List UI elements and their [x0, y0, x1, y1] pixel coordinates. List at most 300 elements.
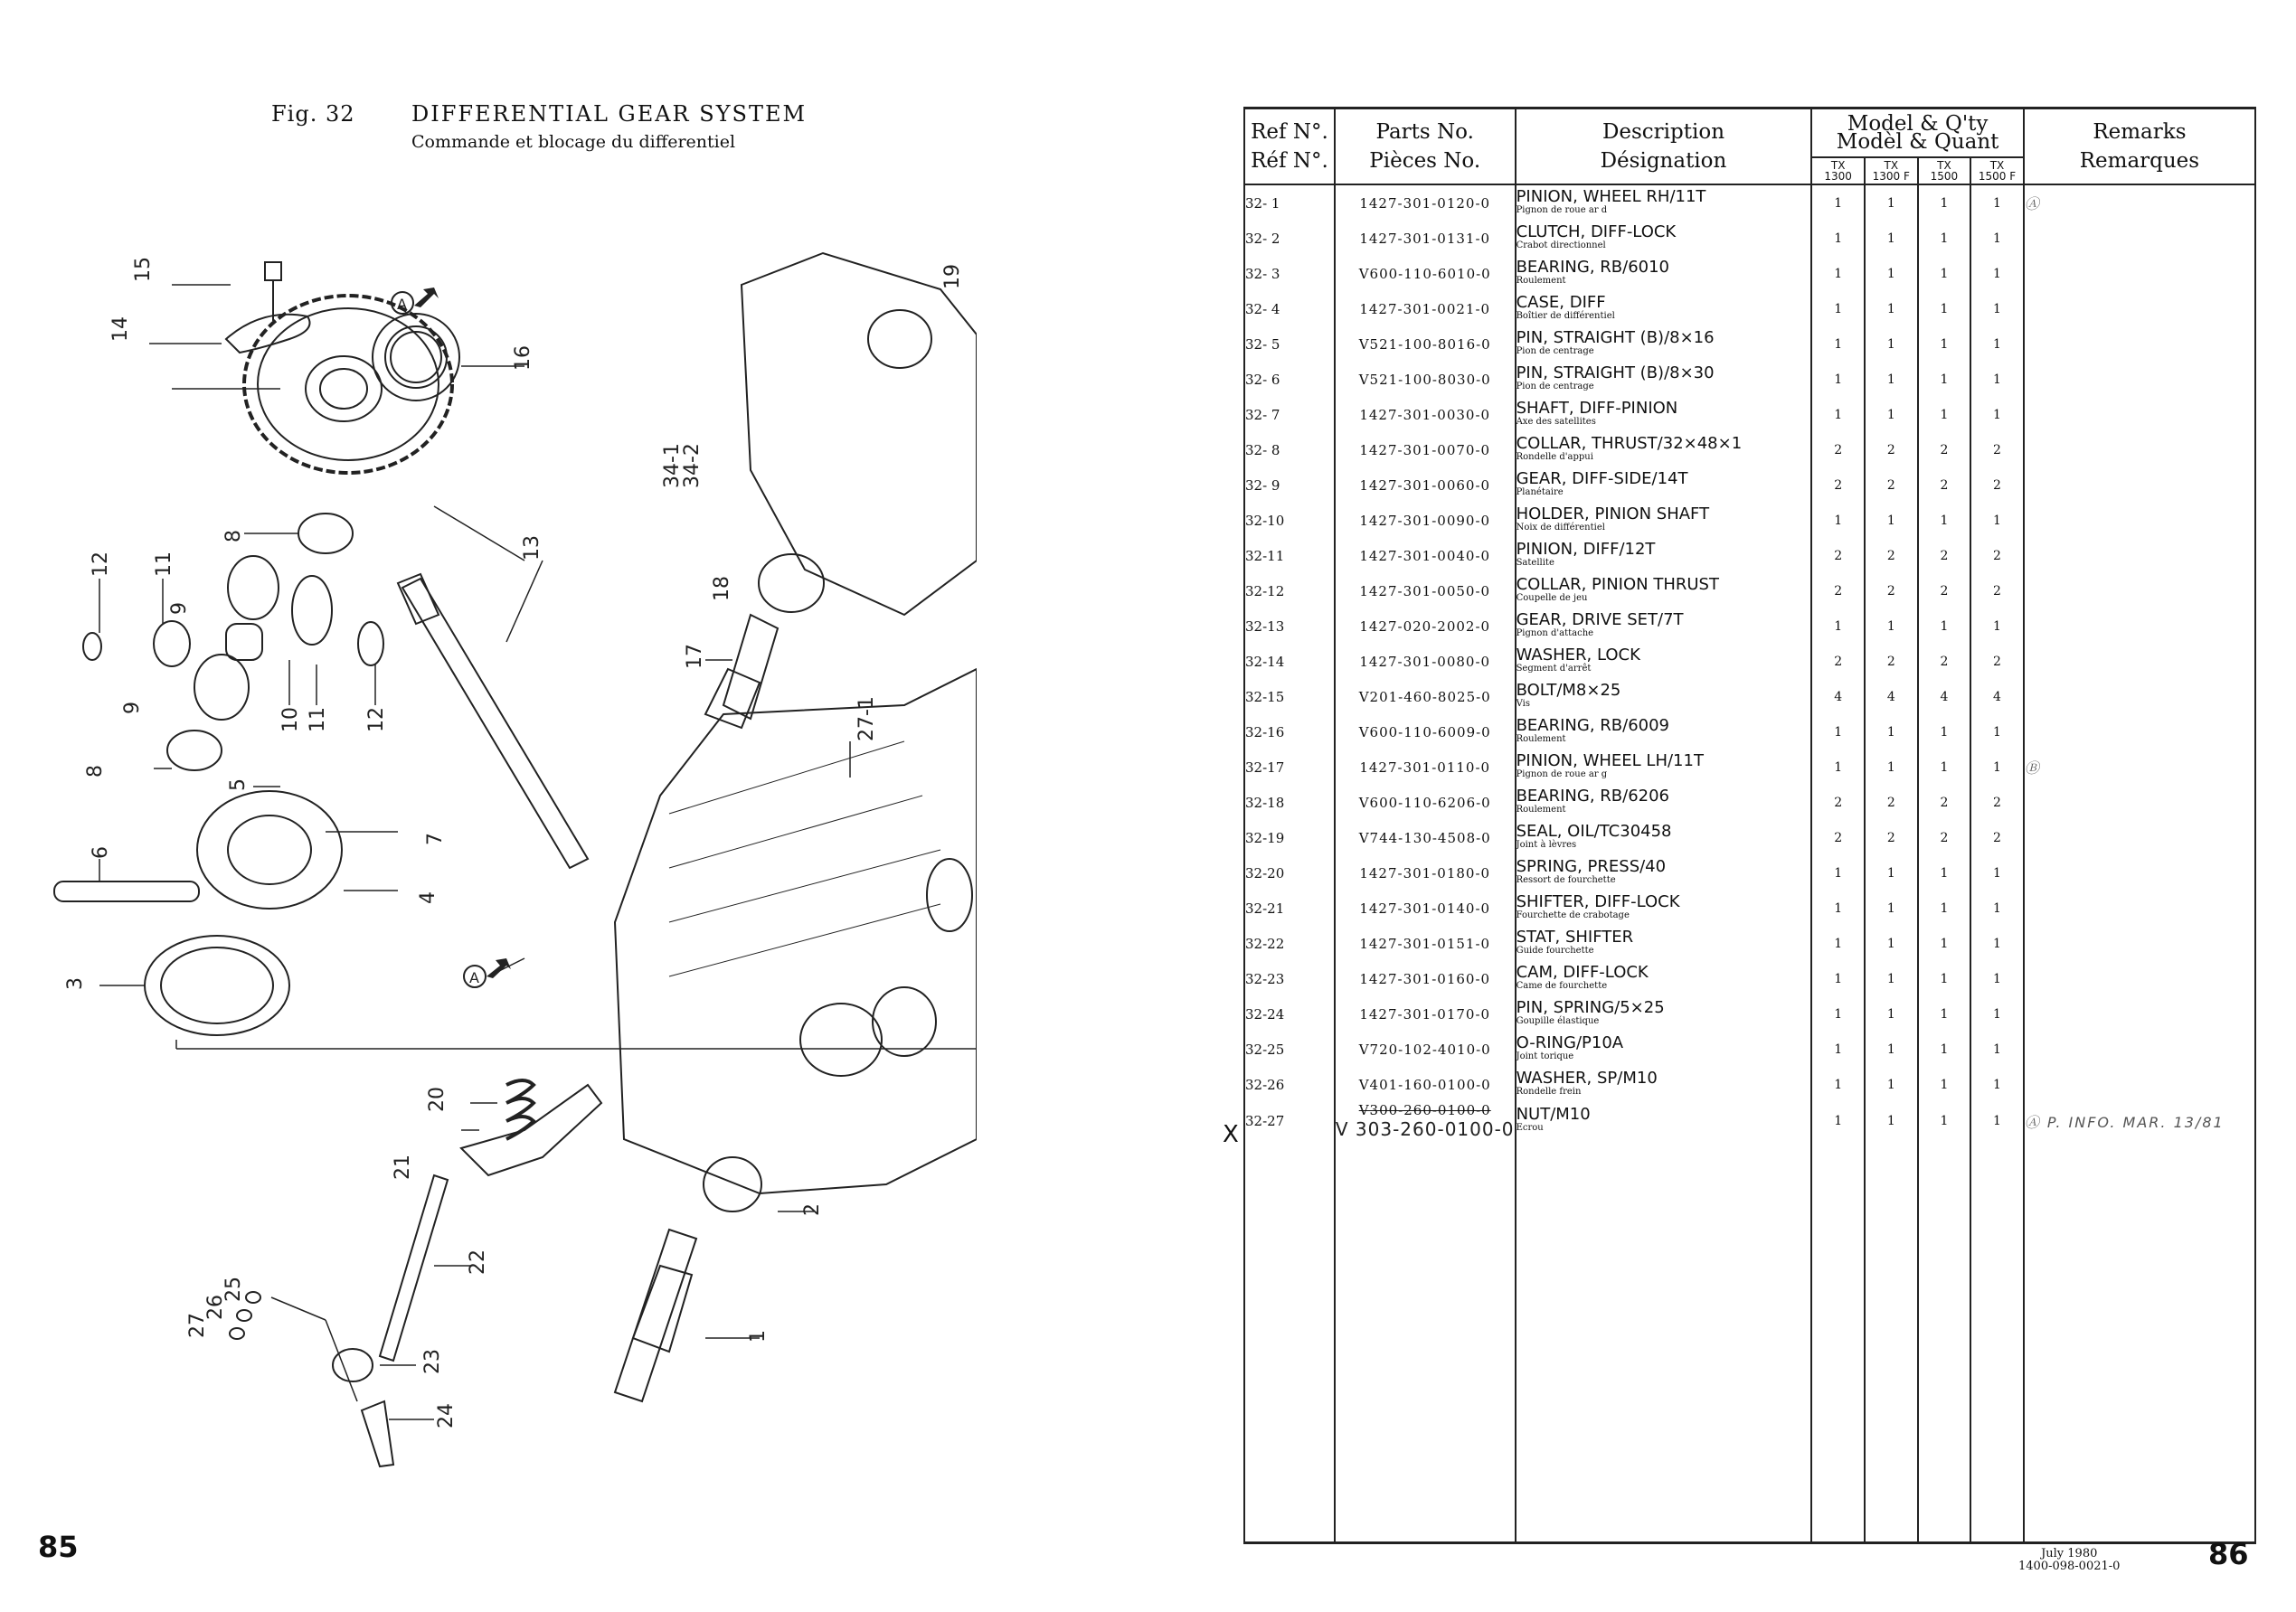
callout-12: 12 [90, 551, 112, 577]
table-row [1244, 573, 2255, 608]
part-number: V521-100-8030-0 [1358, 371, 1491, 388]
part-number: 1427-301-0151-0 [1359, 935, 1491, 952]
remarks-cell [2024, 326, 2255, 362]
ref-cell: 32- 6 [1244, 362, 1335, 397]
callout-2: 2 [801, 1203, 824, 1216]
description-fr: Noix de différentiel [1516, 522, 1605, 533]
description-fr: Axe des satellites [1516, 416, 1596, 427]
qty-cell: 2 [1918, 785, 1971, 820]
description-cell [1516, 608, 1812, 644]
header-tx1500: TX 1500 [1918, 157, 1971, 184]
qty-cell: 1 [1918, 362, 1971, 397]
remarks-cell: Ⓐ [2024, 184, 2255, 221]
ref-cell: 32-24 [1244, 996, 1335, 1032]
qty-cell: 2 [1970, 573, 2024, 608]
description-cell [1516, 397, 1812, 432]
table-row [1244, 397, 2255, 432]
remarks-cell [2024, 679, 2255, 714]
part-number: 1427-301-0131-0 [1359, 230, 1491, 247]
part-number-cell [1335, 644, 1516, 679]
part-number-cell [1335, 291, 1516, 326]
qty-cell: 1 [1970, 749, 2024, 785]
description-fr: Pion de centrage [1516, 381, 1594, 391]
remarks-cell [2024, 926, 2255, 961]
callout-27: 27 [186, 1313, 209, 1338]
part-number-cell [1335, 891, 1516, 926]
qty-cell: 1 [1811, 184, 1865, 221]
qty-cell: 1 [1865, 184, 1918, 221]
description-cell [1516, 1102, 1812, 1140]
description-fr: Rondelle d'appui [1516, 451, 1593, 462]
table-row [1244, 644, 2255, 679]
qty-cell: 2 [1970, 432, 2024, 467]
callout-23: 23 [421, 1349, 444, 1374]
qty-cell: 1 [1811, 256, 1865, 291]
callout-5: 5 [227, 778, 250, 791]
description-cell [1516, 961, 1812, 996]
callout-20: 20 [426, 1087, 449, 1112]
callout-11b: 11 [307, 707, 329, 732]
part-number: V600-110-6206-0 [1358, 794, 1491, 811]
ref-cell: 32-21 [1244, 891, 1335, 926]
qty-cell: 1 [1865, 291, 1918, 326]
description-fr: Vis [1516, 698, 1530, 709]
qty-cell: 2 [1918, 432, 1971, 467]
description-cell [1516, 1067, 1812, 1102]
marker-a-icon [464, 958, 511, 987]
table-row [1244, 679, 2255, 714]
qty-cell: 1 [1865, 397, 1918, 432]
ref-cell: 32-26 [1244, 1067, 1335, 1102]
description-cell [1516, 362, 1812, 397]
part-number-cell [1335, 608, 1516, 644]
qty-cell: 1 [1865, 749, 1918, 785]
qty-cell: 2 [1865, 820, 1918, 855]
description-cell [1516, 785, 1812, 820]
footer-doc-no: 1400-098-0021-0 [2018, 1560, 2121, 1573]
qty-cell: 1 [1918, 749, 1971, 785]
marker-a-label: A [469, 969, 479, 986]
description-fr: Came de fourchette [1516, 980, 1608, 991]
callout-3: 3 [64, 977, 87, 990]
table-row [1244, 184, 2255, 221]
part-number: V600-110-6010-0 [1358, 265, 1491, 282]
remarks-cell [2024, 820, 2255, 855]
qty-cell: 2 [1811, 467, 1865, 503]
qty-cell: 1 [1811, 326, 1865, 362]
page-number-left: 85 [38, 1530, 79, 1564]
ref-cell: 32-14 [1244, 644, 1335, 679]
description-cell [1516, 820, 1812, 855]
part-number: 1427-301-0090-0 [1359, 512, 1491, 529]
x-mark: X [1223, 1121, 1239, 1148]
parts-table [1243, 107, 2256, 1544]
qty-cell: 1 [1811, 1032, 1865, 1067]
description-fr: Coupelle de jeu [1516, 592, 1588, 603]
callout-10: 10 [279, 707, 302, 732]
part-number-cell [1335, 679, 1516, 714]
qty-cell: 1 [1811, 1067, 1865, 1102]
ref-cell: 32-19 [1244, 820, 1335, 855]
qty-cell: 2 [1918, 644, 1971, 679]
callout-21: 21 [392, 1155, 414, 1180]
description-fr: Crabot directionnel [1516, 240, 1606, 250]
table-row [1244, 749, 2255, 785]
description-en: CASE, DIFF [1516, 292, 1606, 312]
qty-cell: 1 [1865, 1067, 1918, 1102]
qty-cell: 1 [1865, 503, 1918, 538]
description-fr: Guide fourchette [1516, 945, 1594, 956]
figure-subtitle: Commande et blocage du differentiel [411, 132, 736, 152]
callout-17: 17 [684, 644, 706, 669]
qty-cell: 1 [1970, 1102, 2024, 1140]
figure-title: DIFFERENTIAL GEAR SYSTEM [411, 101, 808, 127]
qty-cell: 1 [1865, 855, 1918, 891]
description-fr: Pignon d'attache [1516, 627, 1594, 638]
qty-cell: 1 [1865, 714, 1918, 749]
qty-cell: 1 [1970, 926, 2024, 961]
description-cell [1516, 644, 1812, 679]
description-cell [1516, 1032, 1812, 1067]
table-row [1244, 432, 2255, 467]
table-row [1244, 291, 2255, 326]
parts-body [1244, 184, 2255, 1543]
qty-cell: 2 [1865, 467, 1918, 503]
qty-cell: 1 [1865, 326, 1918, 362]
description-en: SHIFTER, DIFF-LOCK [1516, 891, 1680, 911]
qty-cell: 1 [1918, 714, 1971, 749]
remarks-cell [2024, 644, 2255, 679]
part-number-cell [1335, 362, 1516, 397]
qty-cell: 2 [1811, 820, 1865, 855]
part-number: 1427-301-0021-0 [1359, 300, 1491, 317]
remarks-cell [2024, 1067, 2255, 1102]
description-en: GEAR, DRIVE SET/7T [1516, 609, 1684, 629]
qty-cell: 1 [1865, 891, 1918, 926]
qty-cell: 1 [1918, 503, 1971, 538]
qty-cell: 1 [1970, 891, 2024, 926]
qty-cell: 1 [1918, 397, 1971, 432]
callout-8b: 8 [84, 765, 107, 778]
qty-cell: 1 [1918, 1032, 1971, 1067]
description-en: WASHER, SP/M10 [1516, 1068, 1658, 1088]
part-number-cell [1335, 1032, 1516, 1067]
description-fr: Roulement [1516, 733, 1566, 744]
callout-25: 25 [222, 1277, 245, 1302]
ref-cell: 32-23 [1244, 961, 1335, 996]
callout-24: 24 [435, 1403, 458, 1428]
description-cell [1516, 538, 1812, 573]
description-en: BEARING, RB/6206 [1516, 786, 1670, 806]
qty-cell: 2 [1811, 573, 1865, 608]
part-number-cell [1335, 714, 1516, 749]
qty-cell: 2 [1865, 785, 1918, 820]
ref-cell: 32- 2 [1244, 221, 1335, 256]
part-number-cell [1335, 820, 1516, 855]
description-fr: Ecrou [1516, 1123, 1544, 1133]
qty-cell: 1 [1811, 961, 1865, 996]
remarks-cell [2024, 855, 2255, 891]
qty-cell: 1 [1970, 221, 2024, 256]
qty-cell: 1 [1918, 1102, 1971, 1140]
marker-a-label: A [397, 296, 407, 313]
description-en: PINION, DIFF/12T [1516, 539, 1656, 559]
description-en: GEAR, DIFF-SIDE/14T [1516, 468, 1688, 488]
part-number: V521-100-8016-0 [1358, 335, 1491, 353]
ref-cell: 32- 7 [1244, 397, 1335, 432]
qty-cell: 1 [1970, 961, 2024, 996]
part-number: 1427-301-0030-0 [1359, 406, 1491, 423]
header-remarks: Remarks Remarques [2024, 108, 2255, 185]
footer-date: July 1980 [2041, 1547, 2098, 1560]
part-number: 1427-301-0080-0 [1359, 653, 1491, 670]
table-row [1244, 714, 2255, 749]
part-number-cell [1335, 1102, 1516, 1140]
description-fr: Fourchette de crabotage [1516, 910, 1630, 920]
description-en: PIN, SPRING/5×25 [1516, 997, 1665, 1017]
description-cell [1516, 573, 1812, 608]
part-number-cell [1335, 503, 1516, 538]
qty-cell: 1 [1970, 362, 2024, 397]
qty-cell: 1 [1811, 996, 1865, 1032]
ref-cell: 32-10 [1244, 503, 1335, 538]
description-fr: Pignon de roue ar g [1516, 768, 1608, 779]
description-en: CLUTCH, DIFF-LOCK [1516, 222, 1677, 241]
ref-cell: 32- 5 [1244, 326, 1335, 362]
part-number: V201-460-8025-0 [1358, 688, 1491, 705]
handwritten-part-number: V 303-260-0100-0 [1335, 1118, 1515, 1140]
remarks-cell [2024, 291, 2255, 326]
part-number-cell [1335, 184, 1516, 221]
description-en: NUT/M10 [1516, 1105, 1591, 1124]
description-en: COLLAR, THRUST/32×48×1 [1516, 433, 1743, 453]
qty-cell: 1 [1970, 291, 2024, 326]
part-number-cell [1335, 996, 1516, 1032]
table-row [1244, 221, 2255, 256]
part-number: 1427-301-0120-0 [1359, 194, 1491, 212]
qty-cell: 1 [1918, 891, 1971, 926]
ref-cell: 32-20 [1244, 855, 1335, 891]
description-en: CAM, DIFF-LOCK [1516, 962, 1649, 982]
qty-cell: 2 [1811, 644, 1865, 679]
description-fr: Roulement [1516, 275, 1566, 286]
table-row [1244, 891, 2255, 926]
ref-cell: 32- 9 [1244, 467, 1335, 503]
description-cell [1516, 891, 1812, 926]
qty-cell: 1 [1918, 326, 1971, 362]
qty-cell: 1 [1918, 608, 1971, 644]
description-cell [1516, 184, 1812, 221]
callout-9b: 9 [121, 702, 144, 714]
table-row [1244, 362, 2255, 397]
qty-cell: 4 [1918, 679, 1971, 714]
remarks-cell [2024, 467, 2255, 503]
callout-12b: 12 [365, 707, 388, 732]
description-en: SHAFT, DIFF-PINION [1516, 398, 1678, 418]
callout-16: 16 [512, 345, 534, 371]
qty-cell: 1 [1918, 926, 1971, 961]
callout-1: 1 [747, 1330, 770, 1343]
ref-cell: 32-17 [1244, 749, 1335, 785]
table-row [1244, 467, 2255, 503]
description-cell [1516, 503, 1812, 538]
callout-15: 15 [132, 257, 155, 282]
qty-cell: 2 [1811, 785, 1865, 820]
qty-cell: 1 [1811, 1102, 1865, 1140]
qty-cell: 1 [1970, 397, 2024, 432]
table-row [1244, 503, 2255, 538]
remarks-cell [2024, 785, 2255, 820]
header-parts-no: Parts No. Pièces No. [1335, 108, 1516, 185]
part-number: V401-160-0100-0 [1358, 1076, 1491, 1093]
header-tx1500f: TX 1500 F [1970, 157, 2024, 184]
qty-cell: 2 [1970, 467, 2024, 503]
description-cell [1516, 291, 1812, 326]
callout-26: 26 [204, 1295, 227, 1320]
part-number: 1427-301-0140-0 [1359, 900, 1491, 917]
description-en: HOLDER, PINION SHAFT [1516, 504, 1710, 523]
qty-cell: 1 [1811, 926, 1865, 961]
exploded-diagram [36, 235, 977, 1483]
part-number-cell [1335, 397, 1516, 432]
marker-a-icon [392, 288, 439, 314]
qty-cell: 4 [1811, 679, 1865, 714]
part-number: V300-260-0100-0 [1358, 1102, 1491, 1118]
description-cell [1516, 221, 1812, 256]
description-en: BEARING, RB/6010 [1516, 257, 1670, 277]
page-number-right: 86 [2208, 1537, 2249, 1571]
callout-19: 19 [941, 264, 964, 289]
ref-cell: 32-22 [1244, 926, 1335, 961]
part-number-cell [1335, 256, 1516, 291]
qty-cell: 2 [1811, 538, 1865, 573]
part-number-cell [1335, 749, 1516, 785]
part-number-cell [1335, 221, 1516, 256]
callout-22: 22 [467, 1249, 489, 1275]
part-number-cell [1335, 538, 1516, 573]
description-fr: Goupille élastique [1516, 1015, 1600, 1026]
qty-cell: 1 [1970, 1032, 2024, 1067]
ref-cell: 32-11 [1244, 538, 1335, 573]
remarks-cell [2024, 538, 2255, 573]
qty-cell: 1 [1811, 714, 1865, 749]
part-number-cell [1335, 467, 1516, 503]
ref-cell: 32-16 [1244, 714, 1335, 749]
callout-11: 11 [153, 551, 175, 577]
ref-cell: 32- 1 [1244, 184, 1335, 221]
qty-cell: 1 [1865, 1032, 1918, 1067]
qty-cell: 1 [1918, 855, 1971, 891]
description-cell [1516, 326, 1812, 362]
table-row [1244, 1032, 2255, 1067]
description-fr: Roulement [1516, 804, 1566, 815]
part-number-cell [1335, 855, 1516, 891]
callout-7: 6 [90, 846, 112, 859]
table-row [1244, 855, 2255, 891]
description-cell [1516, 926, 1812, 961]
qty-cell: 1 [1811, 855, 1865, 891]
table-row [1244, 326, 2255, 362]
table-row [1244, 820, 2255, 855]
callout-34-1: 34-1 [661, 443, 684, 488]
table-row [1244, 538, 2255, 573]
callout-18: 18 [711, 576, 733, 601]
description-en: PIN, STRAIGHT (B)/8×16 [1516, 327, 1715, 347]
remarks-cell [2024, 256, 2255, 291]
remarks-cell [2024, 608, 2255, 644]
qty-cell: 1 [1918, 996, 1971, 1032]
qty-cell: 1 [1811, 362, 1865, 397]
part-number: 1427-020-2002-0 [1359, 617, 1491, 635]
remarks-cell [2024, 362, 2255, 397]
qty-cell: 2 [1970, 538, 2024, 573]
qty-cell: 1 [1865, 608, 1918, 644]
callout-13: 13 [521, 535, 543, 561]
ref-cell: 32- 8 [1244, 432, 1335, 467]
table-row [1244, 996, 2255, 1032]
description-en: SPRING, PRESS/40 [1516, 856, 1667, 876]
table-filler-row [1244, 1140, 2255, 1543]
description-en: WASHER, LOCK [1516, 645, 1640, 665]
part-number: V720-102-4010-0 [1358, 1041, 1491, 1058]
part-number: V744-130-4508-0 [1358, 829, 1491, 846]
qty-cell: 1 [1865, 961, 1918, 996]
qty-cell: 2 [1970, 785, 2024, 820]
ref-cell: 32-12 [1244, 573, 1335, 608]
table-row [1244, 785, 2255, 820]
qty-cell: 1 [1918, 221, 1971, 256]
ref-cell: 32- 3 [1244, 256, 1335, 291]
qty-cell: 2 [1918, 820, 1971, 855]
qty-cell: 4 [1865, 679, 1918, 714]
ref-cell: 32- 4 [1244, 291, 1335, 326]
qty-cell: 1 [1970, 996, 2024, 1032]
description-fr: Pignon de roue ar d [1516, 204, 1608, 215]
qty-cell: 1 [1811, 749, 1865, 785]
qty-cell: 1 [1865, 1102, 1918, 1140]
description-fr: Segment d'arrêt [1516, 663, 1592, 674]
qty-cell: 2 [1865, 538, 1918, 573]
table-row [1244, 1067, 2255, 1102]
qty-cell: 2 [1865, 644, 1918, 679]
description-en: BOLT/M8×25 [1516, 680, 1621, 700]
qty-cell: 1 [1918, 291, 1971, 326]
remarks-cell [2024, 891, 2255, 926]
remarks-cell [2024, 432, 2255, 467]
callout-9: 9 [168, 602, 191, 615]
part-number-cell [1335, 961, 1516, 996]
ref-cell: 32-27 [1244, 1102, 1335, 1140]
description-en: PINION, WHEEL LH/11T [1516, 750, 1704, 770]
header-tx1300: TX 1300 [1811, 157, 1865, 184]
qty-cell: 1 [1918, 184, 1971, 221]
qty-cell: 2 [1865, 573, 1918, 608]
remarks-cell [2024, 397, 2255, 432]
qty-cell: 1 [1970, 1067, 2024, 1102]
description-cell [1516, 714, 1812, 749]
description-cell [1516, 679, 1812, 714]
callout-27-1: 27-1 [855, 696, 878, 741]
part-number-cell [1335, 326, 1516, 362]
description-cell [1516, 855, 1812, 891]
qty-cell: 1 [1918, 256, 1971, 291]
qty-cell: 4 [1970, 679, 2024, 714]
bearing-16-drawing [373, 314, 459, 401]
part-number: 1427-301-0040-0 [1359, 547, 1491, 564]
description-en: O-RING/P10A [1516, 1032, 1624, 1052]
remarks-cell [2024, 996, 2255, 1032]
qty-cell: 1 [1970, 326, 2024, 362]
